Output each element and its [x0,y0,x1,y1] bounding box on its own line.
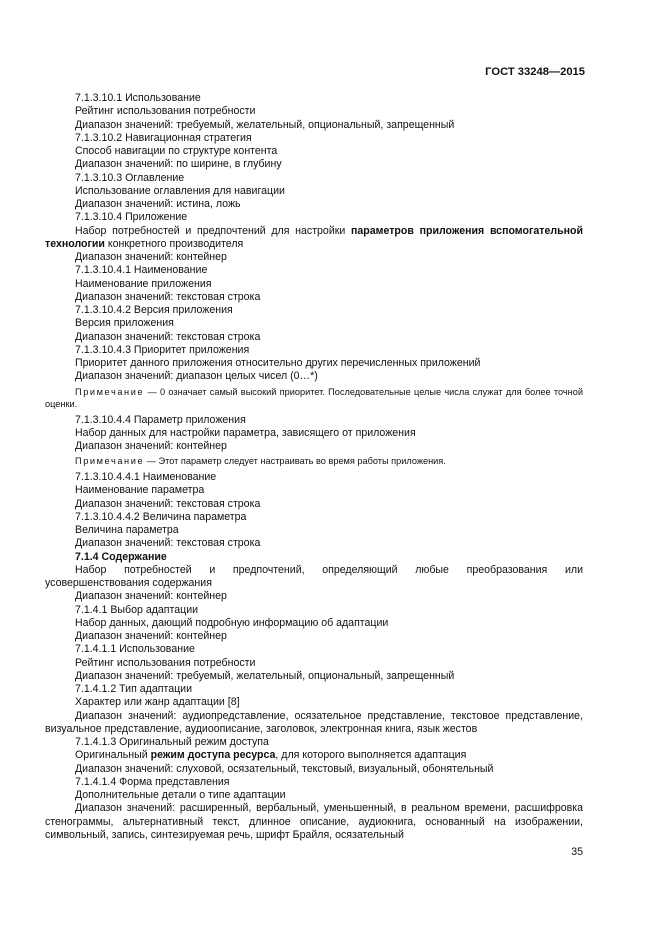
body-line [45,524,583,537]
line-text: Версия приложения [75,317,174,330]
body-line [45,736,583,749]
line-text: Диапазон значений: по ширине, в глубину [75,158,282,171]
note-label: Примечание [75,456,145,467]
line-text: Диапазон значений: слуховой, осязательный, текстовый, визуальный, обонятельный [75,762,494,775]
line-text: Наименование приложения [75,277,212,290]
body-line [45,251,583,264]
body-line [45,440,583,453]
body-line [45,696,583,709]
page-number: 35 [571,846,583,858]
line-text: Рейтинг использования потребности [75,656,256,669]
line-text: 7.1.4 Содержание [75,550,167,563]
line-text-tail: конкретного производителя [107,237,244,250]
body-line [45,471,583,484]
line-text: 7.1.3.10.3 Оглавление [75,171,185,184]
line-text: Набор данных, дающий подробную информацию об адаптации [75,616,389,629]
line-text: 7.1.4.1.1 Использование [75,643,195,656]
line-text: Диапазон значений: истина, ложь [75,198,241,210]
line-text: 7.1.3.10.4.1 Наименование [75,264,208,277]
body-line [45,564,583,591]
line-text: 7.1.3.10.4.4.1 Наименование [75,471,217,484]
body-line [45,225,583,252]
body-line [45,511,583,524]
note-paragraph [45,386,583,411]
body-line [45,789,583,802]
body-line [45,145,583,158]
body-line [45,291,583,304]
body-line [45,278,583,291]
body-line [45,331,583,344]
bold-term: параметров приложения вспомогательной технологии [45,224,583,250]
line-text: 7.1.3.10.4.4 Параметр приложения [75,413,246,426]
line-text: 7.1.4.1.2 Тип адаптации [75,683,193,696]
line-text: 7.1.3.10.1 Использование [75,92,201,104]
body-line [45,802,583,842]
body-line [45,498,583,511]
body-line [45,590,583,603]
body-line [45,604,583,617]
body-line [45,427,583,440]
line-text: Диапазон значений: расширенный, вербальный, уменьшенный, в реальном времени, расшифровка стенограммы, альтернативный текст, длинное описание, аудиокнига, основанный на изображении, символьный, запись, синтезируемая речь, шрифт Брайля, осязательный [45,802,583,841]
line-text: Набор потребностей и предпочтений для настройки [75,224,346,237]
body-line [45,132,583,145]
line-text: Диапазон значений: контейнер [75,590,227,603]
body-line [45,198,583,211]
body-line [45,670,583,683]
line-text: Характер или жанр адаптации [8] [75,696,240,709]
line-text: 7.1.3.10.2 Навигационная стратегия [75,131,252,144]
line-text: 7.1.3.10.4.4.2 Величина параметра [75,510,247,523]
body-line [45,158,583,171]
body-line [45,643,583,656]
document-body [45,92,583,842]
line-text: 7.1.3.10.4.3 Приоритет приложения [75,343,250,356]
body-line [45,304,583,317]
body-line [45,630,583,643]
line-text-tail: , для которого выполняется адаптация [275,749,467,762]
body-line [45,264,583,277]
body-line [45,211,583,224]
body-line [45,185,583,198]
line-text: Оригинальный [75,749,148,762]
body-line [45,370,583,383]
line-text: Диапазон значений: текстовая строка [75,537,261,550]
body-line [45,763,583,776]
line-text: 7.1.3.10.4.2 Версия приложения [75,304,233,316]
body-line [45,414,583,427]
line-text: 7.1.4.1.4 Форма представления [75,775,230,788]
line-text: Диапазон значений: аудиопредставление, осязательное представление, текстовое представление, визуальное представление, аудиоописание, заголовок, электронная книга, язык жестов [45,709,583,735]
note-label: Примечание [75,386,145,397]
line-text: Диапазон значений: текстовая строка [75,497,261,510]
line-text: Набор данных для настройки параметра, зависящего от приложения [75,426,416,439]
line-text: Диапазон значений: диапазон целых чисел (0…*) [75,370,318,383]
note-paragraph [45,455,583,468]
line-text: Способ навигации по структуре контента [75,145,278,157]
line-text: Диапазон значений: требуемый, желательный, опциональный, запрещенный [75,118,455,131]
line-text: Диапазон значений: требуемый, желательный, опциональный, запрещенный [75,669,455,682]
body-line [45,776,583,789]
line-text: Диапазон значений: контейнер [75,440,227,453]
bold-term: режим доступа ресурса [150,749,276,762]
line-text: Рейтинг использования потребности [75,105,256,118]
line-text: Использование оглавления для навигации [75,184,285,197]
line-text: 7.1.3.10.4 Приложение [75,211,188,224]
body-line [45,749,583,762]
note-text: — Этот параметр следует настраивать во время работы приложения. [146,456,446,467]
body-line [45,105,583,118]
body-line [45,357,583,370]
line-text: Приоритет данного приложения относительно других перечисленных приложений [75,357,481,369]
line-text: Набор потребностей и предпочтений, определяющий любые преобразования или усовершенствования содержания [45,563,583,590]
body-line [45,172,583,185]
line-text: 7.1.4.1 Выбор адаптации [75,603,199,616]
line-text: Дополнительные детали о типе адаптации [75,789,286,802]
line-text: Диапазон значений: текстовая строка [75,290,261,303]
body-line [45,537,583,550]
body-line [45,617,583,630]
body-line [45,344,583,357]
body-line [45,317,583,330]
line-text: Наименование параметра [75,484,205,497]
section-heading [45,551,583,564]
document-header-standard: ГОСТ 33248—2015 [485,66,585,78]
line-text: Диапазон значений: контейнер [75,251,227,263]
line-text: 7.1.4.1.3 Оригинальный режим доступа [75,736,269,749]
body-line [45,92,583,105]
note-text: — 0 означает самый высокий приоритет. Последовательные целые числа служат для более точной оценки. [45,386,583,410]
body-line [45,119,583,132]
line-text: Диапазон значений: контейнер [75,630,227,643]
body-line [45,710,583,737]
body-line [45,657,583,670]
line-text: Диапазон значений: текстовая строка [75,330,261,343]
line-text: Величина параметра [75,524,179,537]
body-line [45,484,583,497]
body-line [45,683,583,696]
